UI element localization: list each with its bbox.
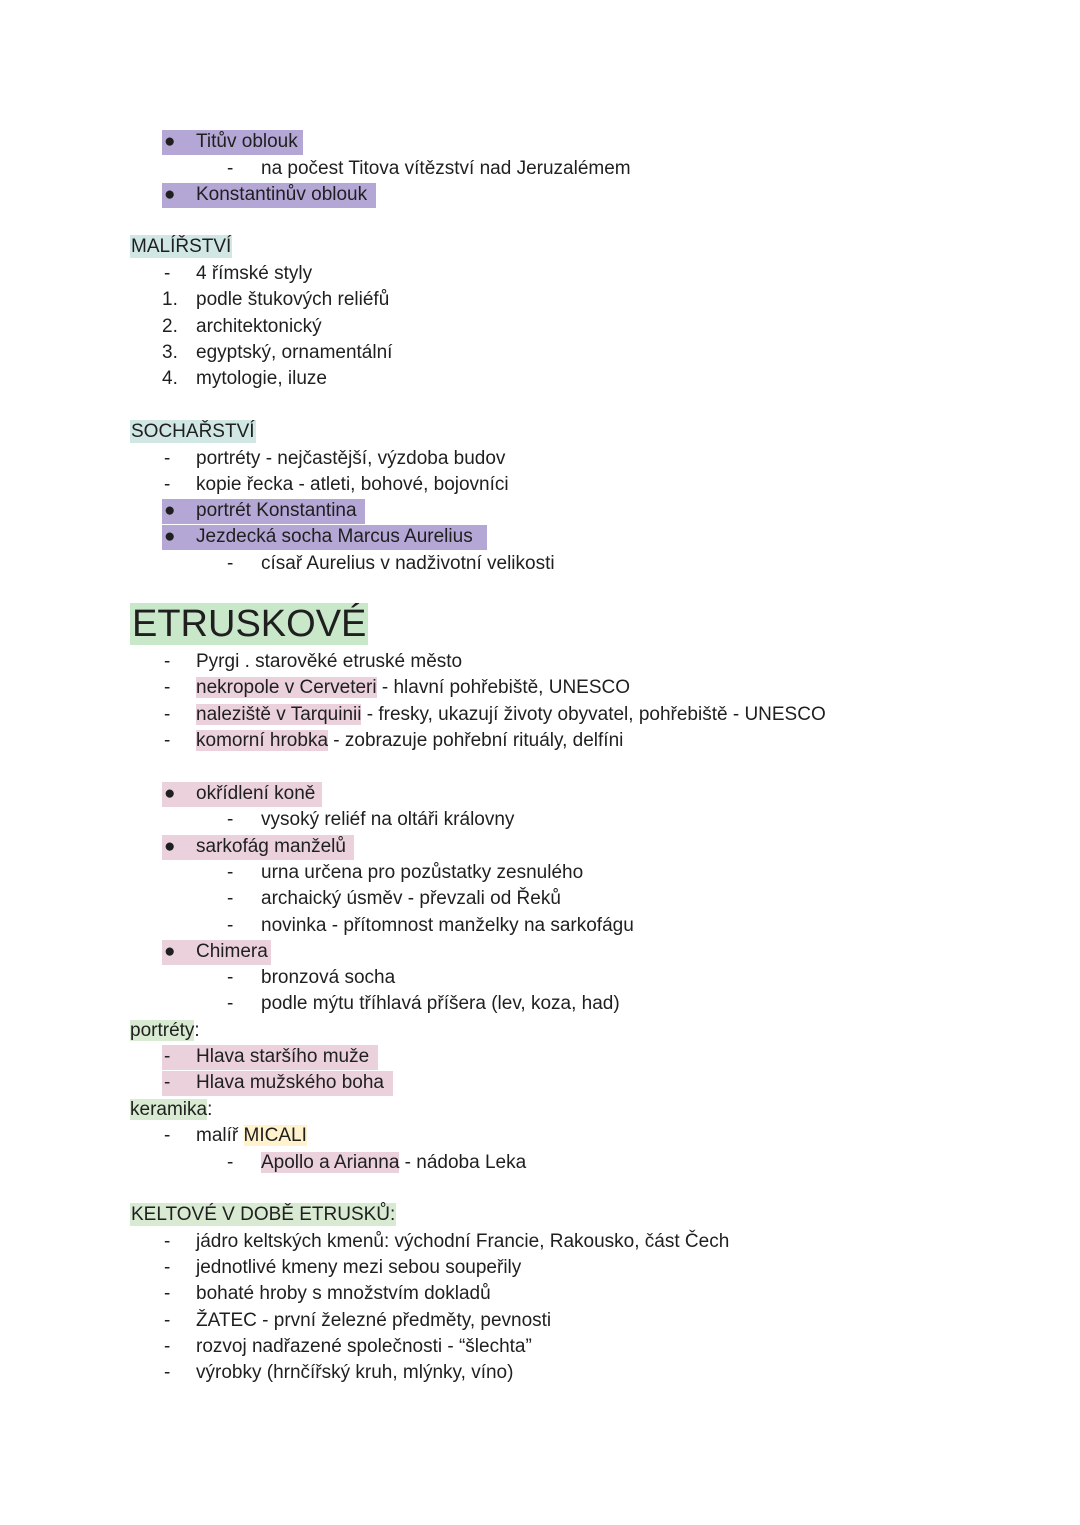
dash-icon: - [227,862,234,883]
bullet-icon: ● [164,526,176,547]
dash-icon: - [164,1072,171,1093]
bullet-icon: ● [164,941,176,962]
dash-icon: - [164,1231,171,1252]
dash-icon: - [164,1046,171,1067]
bullet-icon: ● [164,500,176,521]
dash-icon: - [164,474,171,495]
sub-item: na počest Titova vítězství nad Jeruzalémem [261,158,631,179]
dash-icon: - [164,263,171,284]
section-heading: MALÍŘSTVÍ [131,236,232,257]
bullet-icon: ● [164,131,176,152]
dash-icon: - [164,704,171,725]
dash-icon: - [227,809,234,830]
section-heading: SOCHAŘSTVÍ [131,421,255,442]
dash-icon: - [227,967,234,988]
bullet-icon: ● [164,184,176,205]
bullet-icon: ● [164,783,176,804]
arch-constantine: Konstantinův oblouk [196,184,368,205]
dash-icon: - [164,448,171,469]
dash-icon: - [164,1310,171,1331]
dash-icon: - [164,1362,171,1383]
dash-icon: - [164,1257,171,1278]
dash-icon: - [164,1283,171,1304]
dash-icon: - [227,888,234,909]
dash-icon: - [164,1125,171,1146]
dash-icon: - [227,158,234,179]
section-heading: KELTOVÉ V DOBĚ ETRUSKŮ: [131,1204,396,1225]
bullet-icon: ● [164,836,176,857]
dash-icon: - [227,915,234,936]
dash-icon: - [227,1152,234,1173]
dash-icon: - [164,730,171,751]
dash-icon: - [164,1336,171,1357]
dash-icon: - [227,553,234,574]
dash-icon: - [164,651,171,672]
page-title: ETRUSKOVÉ [132,603,367,645]
subheading: keramika: [130,1099,213,1120]
dash-icon: - [164,677,171,698]
subheading: portréty: [130,1020,200,1041]
arch-titus: Titův oblouk [196,131,298,152]
dash-icon: - [227,993,234,1014]
